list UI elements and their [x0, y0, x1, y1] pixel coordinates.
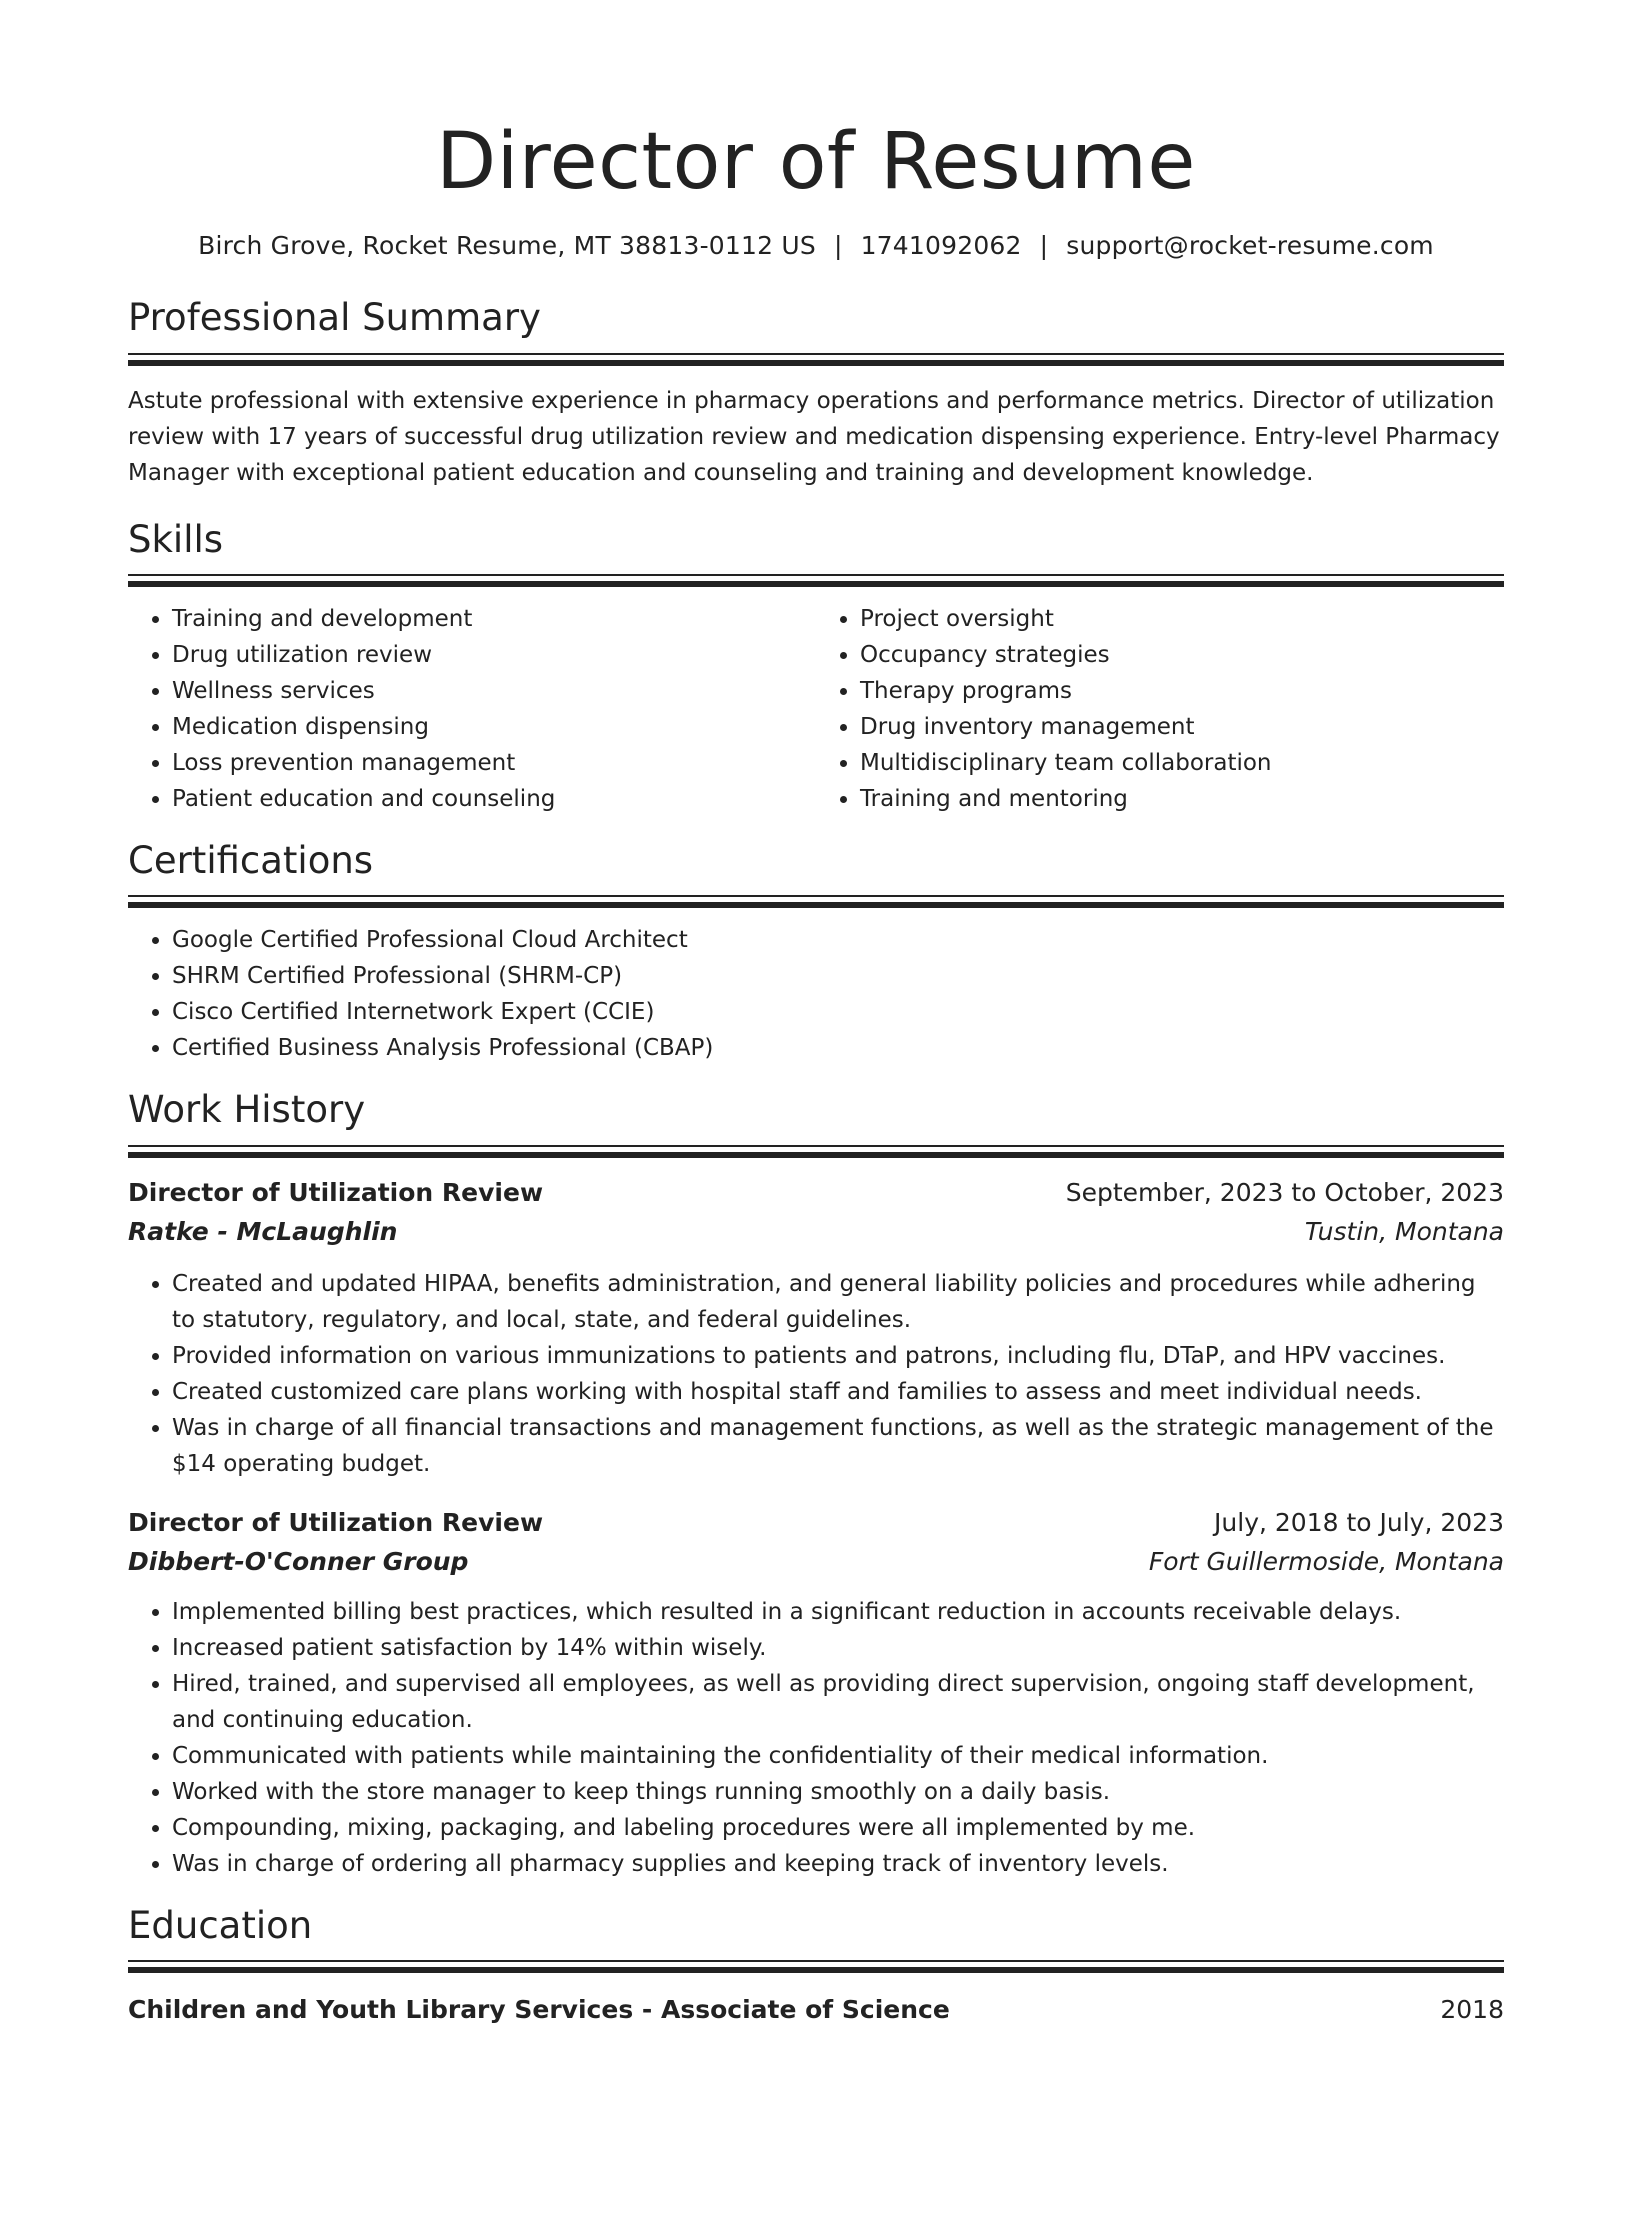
job-header-row [128, 1174, 1504, 1212]
summary-section [128, 296, 1504, 490]
contact-email: support@rocket-resume.com [1066, 230, 1434, 260]
section-divider [128, 1960, 1504, 1962]
job-bullet: • Implemented billing best practices, which resulted in a significant reduction in accounts receivable delays. [172, 1594, 1504, 1630]
skills-list-right [816, 601, 1504, 817]
section-divider-thick [128, 1967, 1504, 1973]
job-entry [128, 1504, 1504, 1882]
skill-item: • Occupancy strategies [860, 637, 1504, 673]
section-heading-work-history: Work History [128, 1088, 366, 1132]
job-title: Director of Utilization Review [128, 1177, 544, 1207]
certification-item: • Certified Business Analysis Professional (CBAP) [172, 1030, 1504, 1066]
skill-item: • Patient education and counseling [172, 781, 816, 817]
certifications-section [128, 839, 1504, 1066]
skill-item: • Drug utilization review [172, 637, 816, 673]
section-divider [128, 895, 1504, 897]
job-bullet: • Was in charge of all financial transactions and management functions, as well as the strategic management of the $14 operating budget. [172, 1410, 1504, 1482]
job-bullets [128, 1266, 1504, 1482]
job-bullets [128, 1594, 1504, 1882]
section-divider-thick [128, 902, 1504, 908]
certification-item: • SHRM Certified Professional (SHRM-CP) [172, 958, 1504, 994]
job-header-row [128, 1504, 1504, 1542]
section-heading-skills: Skills [128, 517, 224, 561]
job-company: Dibbert-O'Conner Group [128, 1546, 469, 1576]
section-divider [128, 574, 1504, 576]
job-bullet: • Created and updated HIPAA, benefits administration, and general liability policies and procedures while adhering to statutory, regulatory, and local, state, and federal guidelines. [172, 1266, 1504, 1338]
section-divider-thick [128, 581, 1504, 587]
work-history-section [128, 1088, 1504, 1881]
skill-item: • Project oversight [860, 601, 1504, 637]
job-bullet: • Compounding, mixing, packaging, and labeling procedures were all implemented by me. [172, 1810, 1504, 1846]
job-dates: September, 2023 to October, 2023 [1065, 1177, 1504, 1207]
section-heading-education: Education [128, 1903, 313, 1947]
skills-grid [128, 601, 1504, 817]
job-location: Tustin, Montana [1304, 1216, 1504, 1246]
section-divider [128, 353, 1504, 355]
job-company: Ratke - McLaughlin [128, 1216, 398, 1246]
job-bullet: • Communicated with patients while maintaining the confidentiality of their medical information. [172, 1738, 1504, 1774]
certification-item: • Google Certified Professional Cloud Architect [172, 922, 1504, 958]
skills-section [128, 518, 1504, 817]
skill-item: • Loss prevention management [172, 745, 816, 781]
job-title: Director of Utilization Review [128, 1507, 544, 1537]
summary-text: Astute professional with extensive experience in pharmacy operations and performance metrics. Director of utilization review with 17 years of successful drug utilization review and medication dispensing experience. Entry-level Pharmacy Manager with exceptional patient education and counseling and training and development knowledge. [128, 387, 1500, 486]
skill-item: • Medication dispensing [172, 709, 816, 745]
education-year: 2018 [1440, 1995, 1504, 2025]
section-divider-thick [128, 1152, 1504, 1158]
contact-address: Birch Grove, Rocket Resume, MT 38813-0112 US [198, 230, 816, 260]
job-bullet: • Created customized care plans working with hospital staff and families to assess and meet individual needs. [172, 1374, 1504, 1410]
job-location: Fort Guillermoside, Montana [1148, 1546, 1504, 1576]
resume-name: Director of Resume [436, 117, 1196, 207]
skill-item: • Training and mentoring [860, 781, 1504, 817]
job-company-row [128, 1542, 1504, 1582]
job-company-row [128, 1212, 1504, 1252]
skill-item: • Therapy programs [860, 673, 1504, 709]
section-divider [128, 1145, 1504, 1147]
job-bullet: • Increased patient satisfaction by 14% within wisely. [172, 1630, 1504, 1666]
skill-item: • Drug inventory management [860, 709, 1504, 745]
skill-item: • Training and development [172, 601, 816, 637]
job-bullet: • Worked with the store manager to keep things running smoothly on a daily basis. [172, 1774, 1504, 1810]
contact-line [128, 230, 1504, 263]
section-heading-certifications: Certifications [128, 838, 374, 882]
education-degree: Children and Youth Library Services - Associate of Science [128, 1995, 950, 2025]
job-bullet: • Provided information on various immunizations to patients and patrons, including flu, DTaP, and HPV vaccines. [172, 1338, 1504, 1374]
job-bullet: • Hired, trained, and supervised all employees, as well as providing direct supervision, ongoing staff development, and continuing education. [172, 1666, 1504, 1738]
certification-item: • Cisco Certified Internetwork Expert (CCIE) [172, 994, 1504, 1030]
section-heading-summary: Professional Summary [128, 296, 541, 340]
skill-item: • Wellness services [172, 673, 816, 709]
job-bullet: • Was in charge of ordering all pharmacy supplies and keeping track of inventory levels. [172, 1846, 1504, 1882]
education-section [128, 1904, 1504, 2029]
section-divider-thick [128, 360, 1504, 366]
contact-separator: | [1039, 230, 1049, 260]
resume-page [0, 118, 1632, 2230]
contact-phone: 1741092062 [860, 230, 1022, 260]
skill-item: • Multidisciplinary team collaboration [860, 745, 1504, 781]
certifications-list [128, 922, 1504, 1066]
job-entry [128, 1174, 1504, 1482]
job-dates: July, 2018 to July, 2023 [1214, 1507, 1504, 1537]
contact-separator: | [833, 230, 843, 260]
education-entry [128, 1991, 1504, 2029]
skills-list-left [128, 601, 816, 817]
